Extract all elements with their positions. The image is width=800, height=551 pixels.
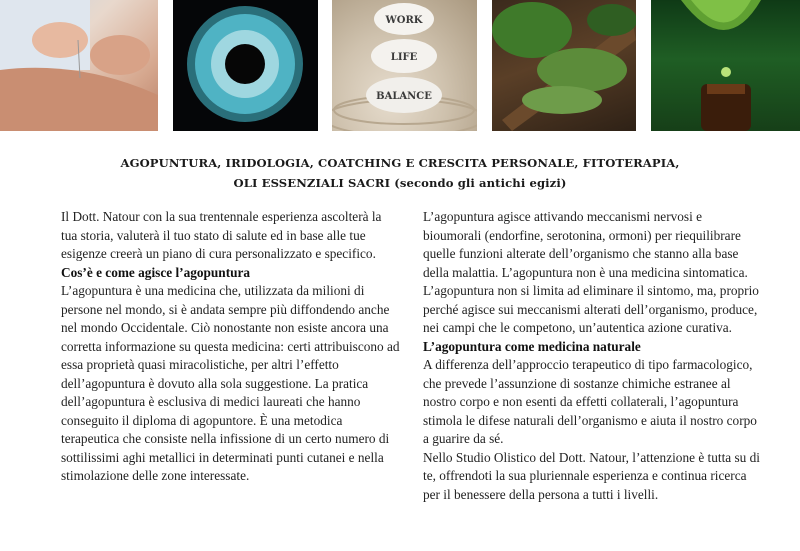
stone-label-balance: BALANCE (376, 91, 432, 102)
left-section-title: Cos’è e come agisce l’agopuntura (61, 264, 251, 280)
heading-line-2-bold: OLI ESSENZIALI SACRI (233, 176, 391, 190)
work-life-balance-stones-photo (332, 0, 477, 131)
right-intro-paragraph: L’agopuntura agisce attivando meccanismi nervosi e bioumorali (endorfine, serotonina, ormoni) per riequilibrare quelle funzioni alterate dell’organismo che stanno alla base della malattia. L’agopuntura non è una medicina sintomatica. L’agopuntura non si limita ad eliminare il sintomo, ma, proprio perché agisce sui meccanismi alterati dell’organismo, produce, nei campi che le competono, un’autentica azione curativa. (423, 209, 759, 335)
left-intro-paragraph: Il Dott. Natour con la sua trentennale esperienza ascolterà la tua storia, valuterà il tuo stato di salute ed in base alle tue esigenze creerà un piano di cura personalizzato e specifico. (61, 209, 382, 261)
acupuncture-photo (0, 0, 158, 131)
right-body-paragraph: A differenza dell’approccio terapeutico di tipo farmacologico, che prevede l’assunzione di sostanze chimiche estranee al nostro corpo e non esenti da effetti collaterali, l’agopuntura stimola le difese naturali dell’organismo e aiuta il nostro corpo a guarire da sé. (423, 357, 757, 446)
herbs-photo (492, 0, 636, 131)
right-column (423, 208, 763, 504)
left-column (61, 208, 401, 486)
heading-line-1: AGOPUNTURA, IRIDOLOGIA, COATCHING E CRESCITA PERSONALE, FITOTERAPIA, (120, 156, 680, 170)
left-body-paragraph: L’agopuntura è una medicina che, utilizzata da milioni di persone nel mondo, si è andata sempre più diffondendo anche nel mondo Occidentale. Ciò nonostante non esiste ancora una corretta informazione su questa medicina: certi attribuiscono ad essa proprietà quasi miracolistiche, per altri l’effetto dell’agopuntura è dovuto alla sola suggestione. La pratica dell’agopuntura è esclusiva di medici laureati che hanno conseguito il diploma di agopuntore. È una metodica terapeutica che consiste nella infissione di un certo numero di sottilissimi aghi metallici in determinati punti cutanei e nella stimolazione delle zone interessate. (61, 283, 400, 483)
heading-line-2 (40, 173, 760, 193)
essential-oil-leaf-photo (651, 0, 800, 131)
photo-strip (0, 0, 800, 131)
right-closing-paragraph: Nello Studio Olistico del Dott. Natour, l’attenzione è tutta su di te, offrendoti la sua pluriennale esperienza e continua ricerca per il benessere della persona a tutti i livelli. (423, 449, 760, 502)
eye-iris-photo (173, 0, 318, 131)
right-section-title: L’agopuntura come medicina naturale (423, 338, 641, 354)
stone-label-life: LIFE (390, 52, 418, 63)
heading-line-2-rest: (secondo gli antichi egizi) (390, 176, 567, 190)
stone-label-work: WORK (385, 15, 423, 26)
page-heading (40, 153, 760, 193)
